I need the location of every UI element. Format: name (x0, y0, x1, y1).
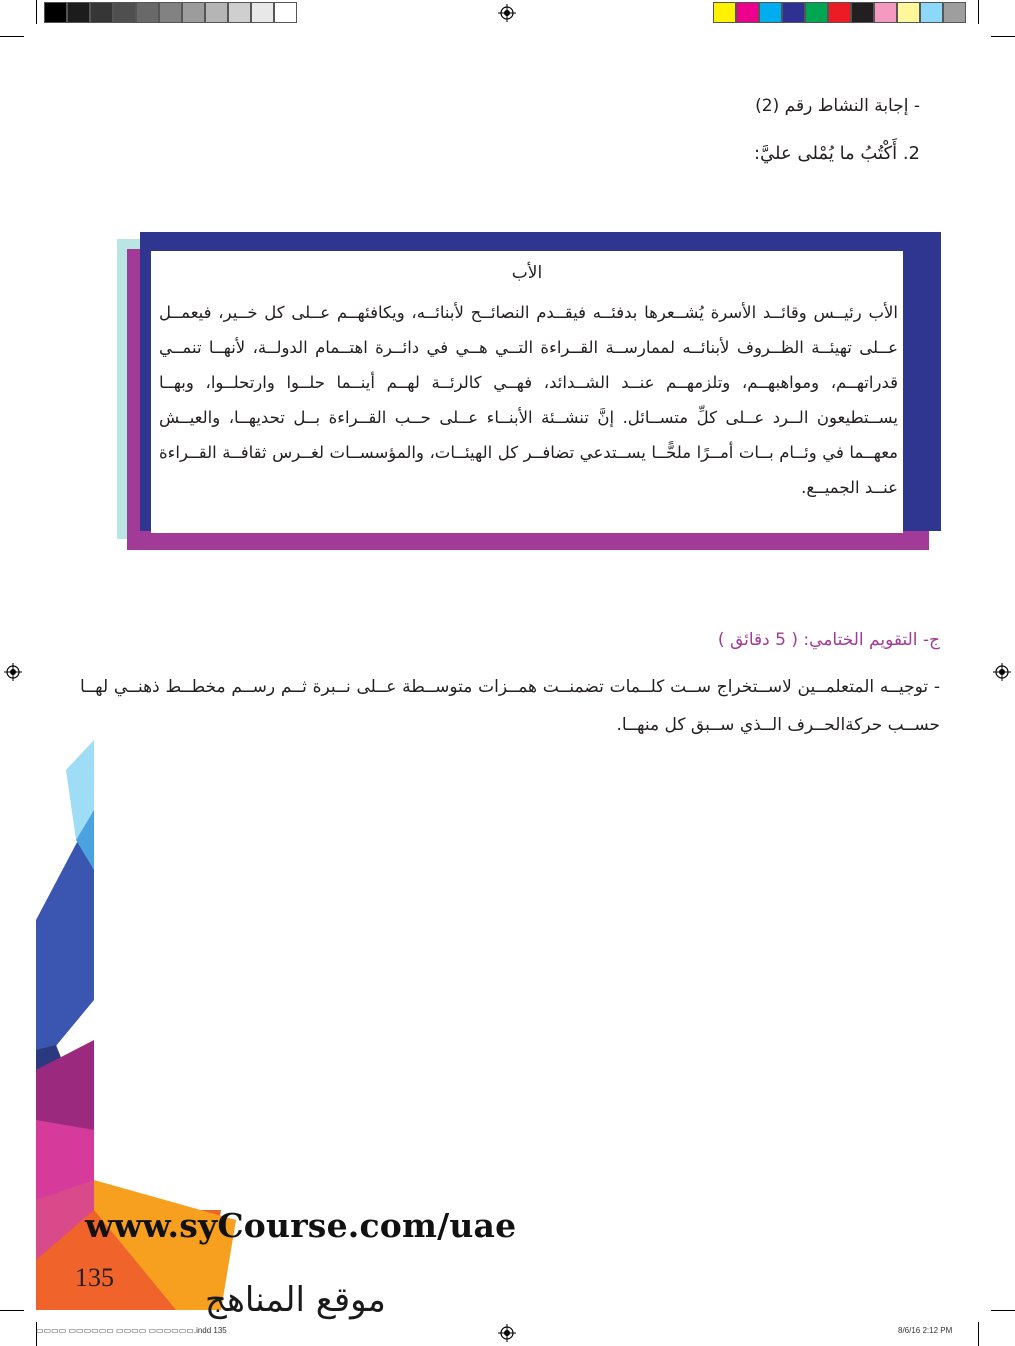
gray-swatch (251, 2, 274, 23)
registration-mark-icon (4, 663, 22, 681)
crop-mark (0, 1310, 24, 1311)
gray-swatch (90, 2, 113, 23)
color-swatch (805, 2, 828, 23)
gray-swatch (274, 2, 297, 23)
color-swatch (851, 2, 874, 23)
crop-mark (991, 1310, 1015, 1311)
passage-title: الأب (511, 263, 543, 283)
gray-swatch (44, 2, 67, 23)
color-swatch (828, 2, 851, 23)
print-slug-date: 8/6/16 2:12 PM (898, 1326, 953, 1335)
color-swatch (736, 2, 759, 23)
gray-swatch (182, 2, 205, 23)
crop-mark (978, 1322, 979, 1346)
crop-mark (0, 36, 24, 37)
crop-mark (36, 0, 37, 24)
gray-swatch (159, 2, 182, 23)
registration-mark-icon (498, 1324, 516, 1342)
color-swatch (782, 2, 805, 23)
crop-mark (978, 0, 979, 24)
color-swatch (874, 2, 897, 23)
final-evaluation-instruction: - توجيــه المتعلمــين لاســتخراج ســت كلــمات تضمنــت همــزات متوســطة عــلى نــبرة ثــم رســم مخطــط ذهنــي لهــا حســب حركةالحــرف الــذي ســبق كل منهــا. (80, 677, 940, 735)
crop-mark (991, 36, 1015, 37)
reading-passage-box (151, 251, 903, 533)
color-swatch (713, 2, 736, 23)
gray-swatch (67, 2, 90, 23)
passage-body: الأب رئيــس وقائــد الأسرة يُشــعرها بدفئــه فيقــدم النصائــح لأبنائــه، ويكافئهــم عــلى كل خــير، فيعمــل عــلى تهيئــة الظــروف لأبنائــه لممارســة القــراءة التــي هــي في دائــرة اهتــمام الدولــة، لأنهــا تنمــي قدراتهــم، ومواهبهــم، وتلزمهــم عنــد الشــدائد، فهــي كالرئــة لهــم أينــما حلــوا وارتحلــوا، وبهــا يســتطيعون الــرد عــلى كلِّ متســائل. إنَّ تنشــئة الأبنــاء عــلى حــب القــراءة بــل تحديهــا، والعيــش معهــما في وئــام بــات أمــرًا ملحًّــا يســتدعي تضافــر كل الهيئــات، والمؤسســات لغــرس ثقافــة القــراءة عنــد الجميــع. (159, 303, 898, 497)
gray-swatch (205, 2, 228, 23)
print-slug-file: ▭▭▭▭ ▭▭▭▭▭▭ ▭▭▭▭ ▭▭▭▭▭▭.indd 135 (36, 1326, 227, 1335)
activity-answer-label: - إجابة النشاط رقم (2) (755, 96, 920, 116)
watermark-url: www.syCourse.com/uae (85, 1206, 517, 1245)
gray-swatch (113, 2, 136, 23)
gray-swatch (228, 2, 251, 23)
gray-swatch (136, 2, 159, 23)
final-evaluation-heading: ج- التقويم الختامي: ( 5 دقائق ) (717, 630, 940, 650)
color-swatch (897, 2, 920, 23)
color-swatch (759, 2, 782, 23)
registration-mark-icon (498, 4, 516, 22)
page-number: 135 (75, 1263, 114, 1292)
color-swatch (920, 2, 943, 23)
registration-mark-icon (993, 663, 1011, 681)
dictation-heading: 2. أَكْتُبُ ما يُمْلى عليَّ: (753, 143, 920, 164)
color-swatch (943, 2, 966, 23)
watermark-arabic: موقع المناهج (205, 1280, 386, 1320)
